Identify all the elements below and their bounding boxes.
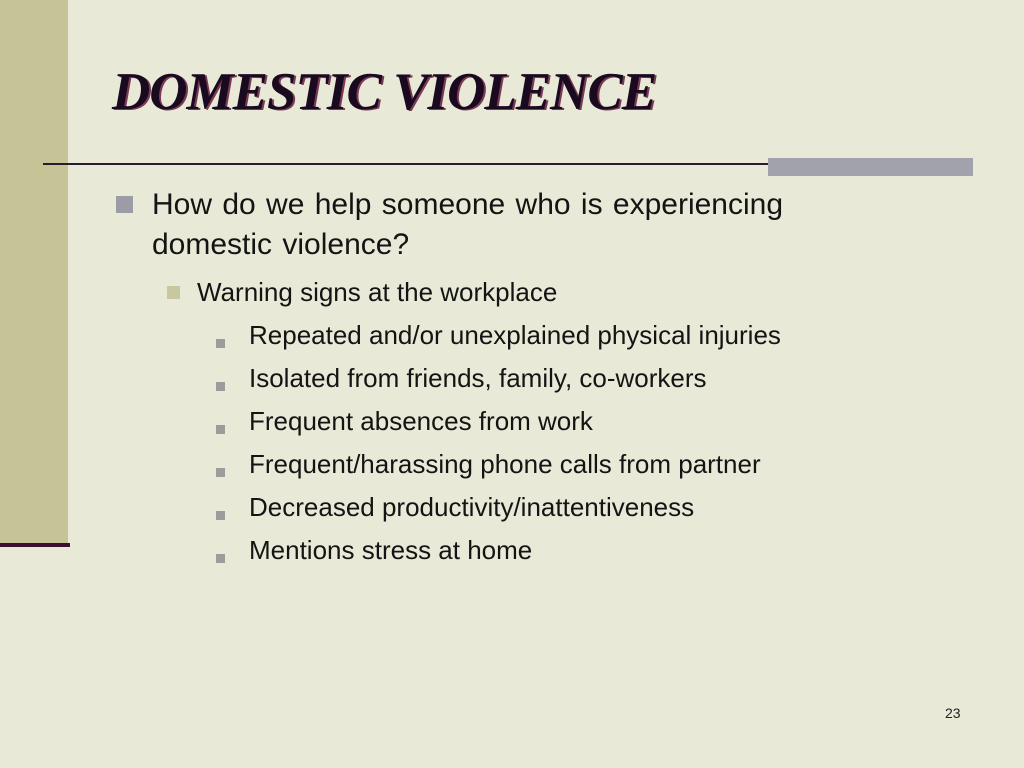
level3-bullet-icon — [216, 339, 225, 348]
level3-bullet-icon — [216, 382, 225, 391]
slide-title: DOMESTIC VIOLENCE — [112, 63, 657, 121]
divider-accent-block — [768, 158, 973, 176]
level3-bullet-icon — [216, 511, 225, 520]
main-bullet-text: How do we help someone who is experiencing domestic violence? — [152, 188, 784, 261]
level2-bullet-icon — [167, 286, 180, 299]
slide-number: 23 — [945, 705, 961, 721]
warning-sign-text: Frequent absences from work — [249, 406, 593, 436]
warning-sign-text: Frequent/harassing phone calls from partner — [249, 449, 761, 479]
level3-bullet-icon — [216, 554, 225, 563]
level3-bullet-icon — [216, 425, 225, 434]
warning-sign-text: Decreased productivity/inattentiveness — [249, 492, 695, 522]
level3-bullet-icon — [216, 468, 225, 477]
level1-bullet-icon — [116, 196, 133, 213]
warning-sign-text: Repeated and/or unexplained physical injuries — [249, 320, 781, 350]
warning-sign-text: Mentions stress at home — [249, 535, 533, 565]
warning-sign-text: Isolated from friends, family, co-workers — [249, 363, 707, 393]
sub-bullet-text: Warning signs at the workplace — [197, 277, 558, 307]
left-bar-underline — [0, 543, 70, 547]
left-decorative-bar — [0, 0, 68, 545]
